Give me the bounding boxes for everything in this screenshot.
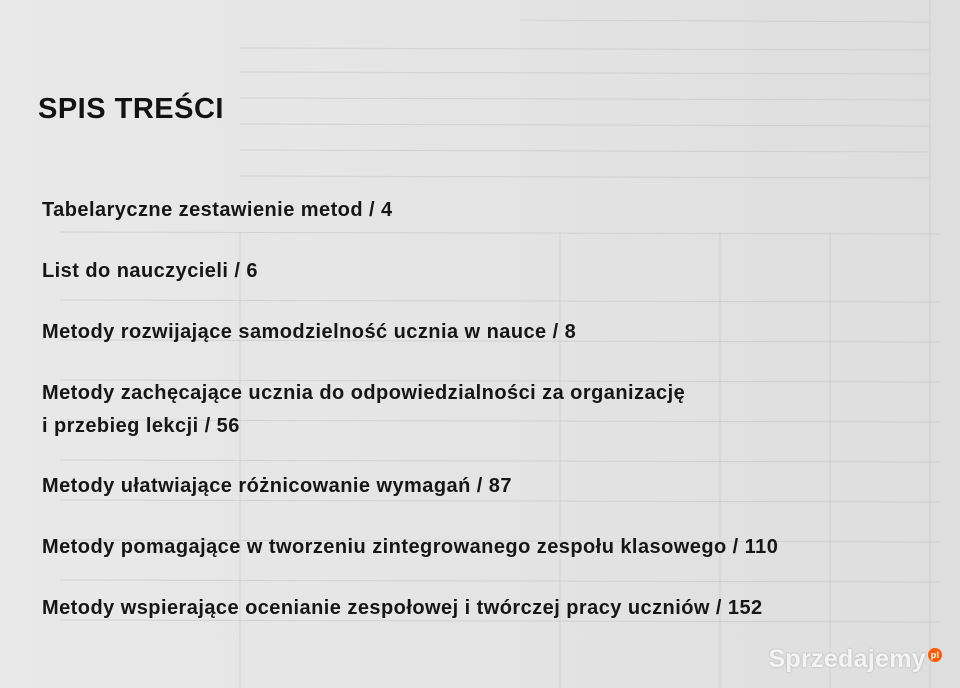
toc-entry [42,194,393,227]
toc-entry [42,531,778,564]
toc-entry-text: Metody wspierające ocenianie zespołowej i twórczej pracy uczniów / 152 [42,597,763,619]
watermark-badge-icon: pl [928,648,942,662]
toc-entry-text: Metody zachęcające ucznia do odpowiedzialności za organizację [42,382,686,404]
watermark-brand: Sprzedajemy [768,645,926,673]
toc-entry-text: Metody pomagające w tworzeniu zintegrowanego zespołu klasowego / 110 [42,536,779,558]
toc-entry [42,255,258,288]
toc-entry-text: Tabelaryczne zestawienie metod / 4 [42,199,393,221]
watermark-logo [768,645,942,674]
toc-entry [42,470,512,503]
toc-entry-text: i przebieg lekcji / 56 [42,415,240,437]
toc-entry [42,592,763,625]
toc-entry-text: Metody rozwijające samodzielność ucznia w nauce / 8 [42,321,577,343]
toc-entry [42,377,685,443]
toc-entry-text: Metody ułatwiające różnicowanie wymagań / 87 [42,475,512,497]
page-title: SPIS TREŚCI [38,93,224,125]
toc-entry-text: List do nauczycieli / 6 [42,260,258,282]
toc-entry [42,316,576,349]
